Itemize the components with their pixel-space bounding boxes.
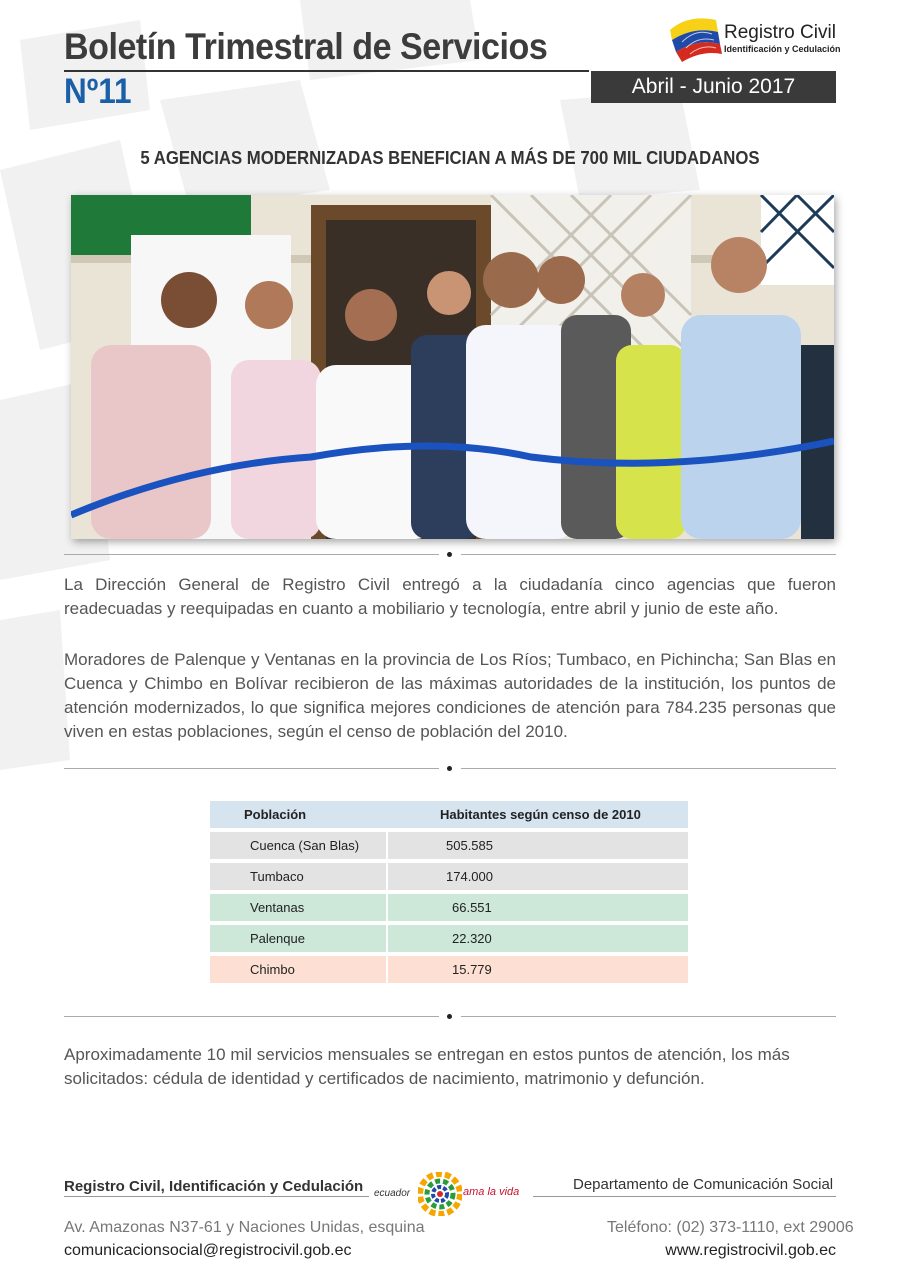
cell-place: Ventanas (210, 894, 386, 921)
cell-value: 22.320 (388, 925, 688, 952)
period-badge: Abril - Junio 2017 (591, 71, 836, 103)
divider-line-right (461, 1016, 836, 1017)
table-row (210, 894, 688, 921)
ribbon-cutting-photo (71, 195, 834, 539)
header-population: Población (210, 801, 386, 828)
footer-website-link[interactable]: www.registrocivil.gob.ec (665, 1242, 836, 1259)
footer-organization: Registro Civil, Identificación y Cedulación (64, 1178, 364, 1195)
section-divider (64, 549, 836, 561)
cell-value: 15.779 (388, 956, 688, 983)
article-headline: 5 AGENCIAS MODERNIZADAS BENEFICIAN A MÁS DE 700 MIL CIUDADANOS (140, 148, 760, 168)
logo-name: Registro Civil (724, 22, 836, 43)
header-inhabitants: Habitantes según censo de 2010 (388, 801, 688, 828)
footer-rule-left (64, 1196, 369, 1197)
table-row (210, 925, 688, 952)
fingerprint-flag-icon (670, 18, 722, 62)
footer-address: Av. Amazonas N37-61 y Naciones Unidas, esquina (64, 1219, 425, 1236)
section-divider (64, 763, 836, 775)
population-table (210, 797, 688, 987)
footer-email-link[interactable]: comunicacionsocial@registrocivil.gob.ec (64, 1242, 352, 1259)
issue-number: Nº11 (64, 72, 132, 111)
divider-dot (447, 552, 452, 557)
footer-ecuador: ecuador (374, 1188, 411, 1199)
footer-slogan: ama la vida (463, 1186, 520, 1198)
bulletin-title: Boletín Trimestral de Servicios (64, 26, 548, 67)
paragraph-3: Aproximadamente 10 mil servicios mensuales se entregan en estos puntos de atención, los más solicitados: cédula de identidad y certificados de nacimiento, matrimonio y defunción. (64, 1045, 790, 1088)
divider-dot (447, 766, 452, 771)
divider-line-right (461, 768, 836, 769)
cell-place: Palenque (210, 925, 386, 952)
cell-value: 505.585 (388, 832, 688, 859)
title-rule (64, 70, 589, 72)
cell-place: Cuenca (San Blas) (210, 832, 386, 859)
table-row (210, 956, 688, 983)
divider-line-left (64, 768, 439, 769)
logo-subtitle: Identificación y Cedulación (724, 44, 841, 54)
cell-place: Chimbo (210, 956, 386, 983)
cell-value: 66.551 (388, 894, 688, 921)
divider-line-right (461, 554, 836, 555)
table-header-row (210, 801, 688, 828)
table-row (210, 832, 688, 859)
footer-phone: Teléfono: (02) 373-1110, ext 29006 (607, 1219, 854, 1236)
divider-dot (447, 1014, 452, 1019)
divider-line-left (64, 1016, 439, 1017)
paragraph-2: Moradores de Palenque y Ventanas en la provincia de Los Ríos; Tumbaco, en Pichincha; San Blas en Cuenca y Chimbo en Bolívar recibieron de las máximas autoridades de la institución, los puntos de atención modernizados, lo que significa mejores condiciones de atención para 784.235 personas que viven en estas poblaciones, según el censo de población del 2010. (64, 650, 836, 741)
section-divider (64, 1011, 836, 1023)
footer-rule-right (533, 1196, 836, 1197)
cell-place: Tumbaco (210, 863, 386, 890)
ecuador-ama-la-vida-logo-icon (418, 1172, 462, 1216)
paragraph-1: La Dirección General de Registro Civil entregó a la ciudadanía cinco agencias que fueron readecuadas y reequipadas en cuanto a mobiliario y tecnología, entre abril y junio de este año. (64, 575, 836, 618)
divider-line-left (64, 554, 439, 555)
cell-value: 174.000 (388, 863, 688, 890)
table-row (210, 863, 688, 890)
footer-department: Departamento de Comunicación Social (573, 1176, 834, 1193)
